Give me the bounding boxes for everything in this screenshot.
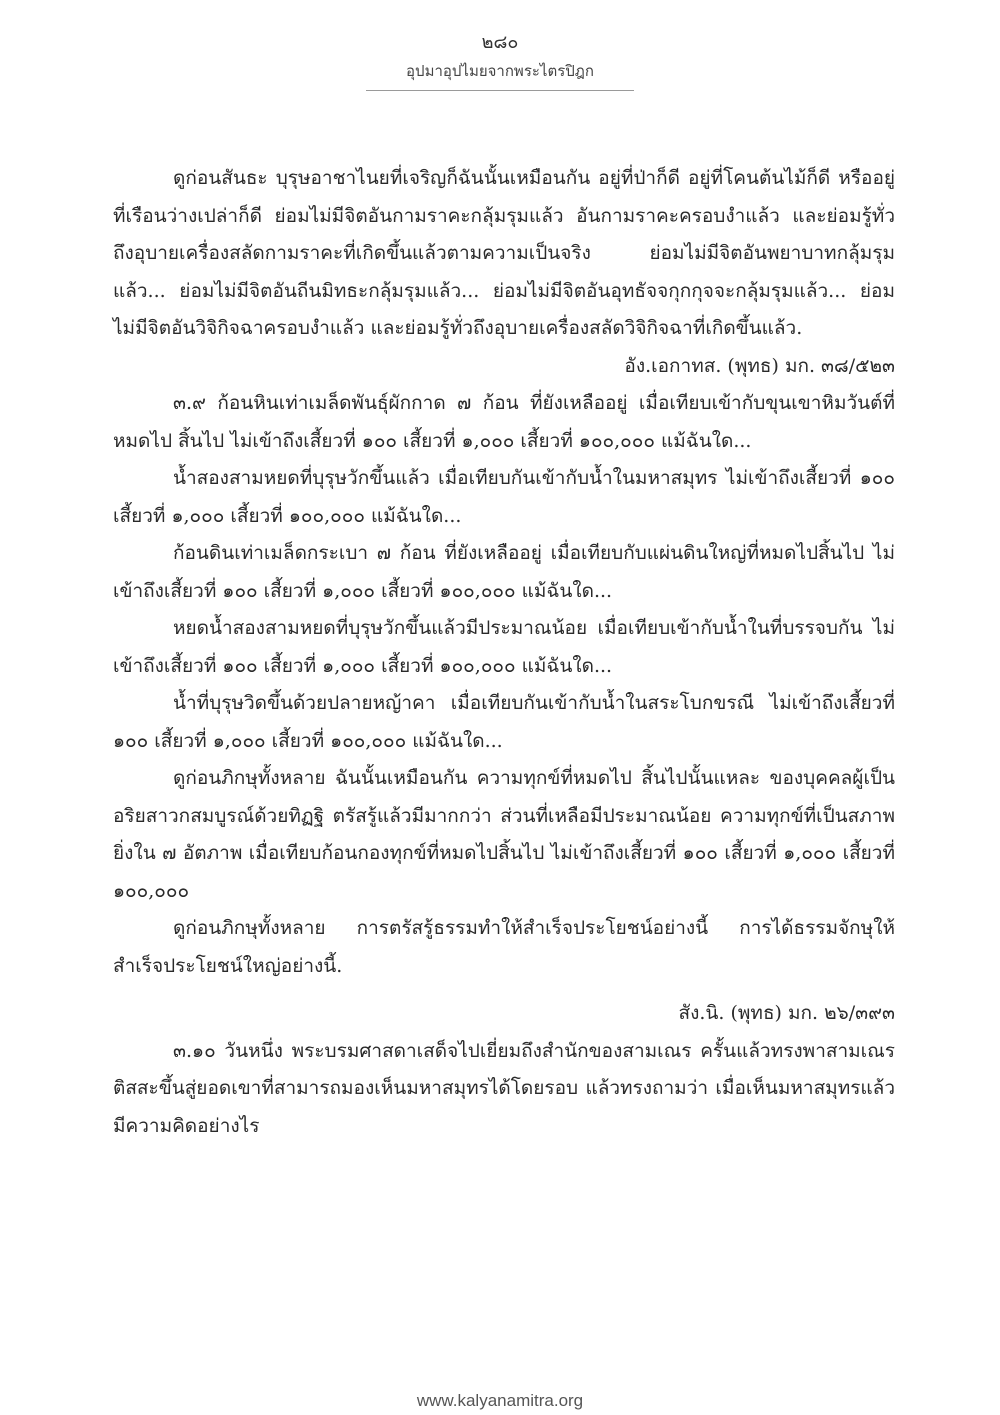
book-title: อุปมาอุปไมยจากพระไตรปิฎก — [406, 62, 594, 80]
reference-samyutta: สัง.นิ. (พุทธ) มก. ๒๖/๓๙๓ — [678, 1002, 895, 1024]
paragraph-suffering-comparison: ดูก่อนภิกษุทั้งหลาย ฉันนั้นเหมือนกัน ความทุกข์ที่หมดไป สิ้นไปนั้นแหละ ของบุคคลผู้เป็นอริยสาวกสมบูรณ์ด้วยทิฏฐิ ตรัสรู้แล้วมีมากกว่า ส่วนที่เหลือมีประมาณน้อย ความทุกข์ที่เป็นสภาพยิ่งใน ๗ อัตภาพ เมื่อเทียบก้อนกองทุกข์ที่หมดไปสิ้นไป ไม่เข้าถึงเสี้ยวที่ ๑๐๐ เสี้ยวที่ ๑,๐๐๐ เสี้ยวที่ ๑๐๐,๐๐๐ — [113, 767, 895, 902]
page-number: ๒๘๐ — [481, 32, 519, 53]
page-body — [113, 160, 895, 1145]
page-header — [0, 30, 1000, 91]
footer-website: www.kalyanamitra.org — [416, 1391, 584, 1410]
paragraph-water-drops: น้ำสองสามหยดที่บุรุษวักขึ้นแล้ว เมื่อเทียบกันเข้ากับน้ำในมหาสมุทร ไม่เข้าถึงเสี้ยวที่ ๑๐๐ เสี้ยวที่ ๑,๐๐๐ เสี้ยวที่ ๑๐๐,๐๐๐ แม้ฉันใด... — [113, 467, 895, 527]
paragraph-dhamma-eye: ดูก่อนภิกษุทั้งหลาย การตรัสรู้ธรรมทำให้สำเร็จประโยชน์อย่างนี้ การได้ธรรมจักษุให้สำเร็จประโยชน์ใหญ่อย่างนี้. — [113, 917, 895, 977]
paragraph-santha: ดูก่อนสันธะ บุรุษอาชาไนยที่เจริญก็ฉันนั้นเหมือนกัน อยู่ที่ป่าก็ดี อยู่ที่โคนต้นไม้ก็ดี หรืออยู่ที่เรือนว่างเปล่าก็ดี ย่อมไม่มีจิตอันกามราคะกลุ้มรุมแล้ว อันกามราคะครอบงำแล้ว และย่อมรู้ทั่วถึงอุบายเครื่องสลัดกามราคะที่เกิดขึ้นแล้วตามความเป็นจริง ย่อมไม่มีจิตอันพยาบาทกลุ้มรุมแล้ว... ย่อมไม่มีจิตอันถีนมิทธะกลุ้มรุมแล้ว... ย่อมไม่มีจิตอันอุทธัจจกุกกุจจะกลุ้มรุมแล้ว... ย่อมไม่มีจิตอันวิจิกิจฉาครอบงำแล้ว และย่อมรู้ทั่วถึงอุบายเครื่องสลัดวิจิกิจฉาที่เกิดขึ้นแล้ว. — [113, 167, 895, 339]
paragraph-lotus-pond: น้ำที่บุรุษวิดขึ้นด้วยปลายหญ้าคา เมื่อเทียบกันเข้ากับน้ำในสระโบกขรณี ไม่เข้าถึงเสี้ยวที่ ๑๐๐ เสี้ยวที่ ๑,๐๐๐ เสี้ยวที่ ๑๐๐,๐๐๐ แม้ฉันใด... — [113, 692, 895, 752]
paragraph-confluence-water: หยดน้ำสองสามหยดที่บุรุษวักขึ้นแล้วมีประมาณน้อย เมื่อเทียบเข้ากับน้ำในที่บรรจบกัน ไม่เข้าถึงเสี้ยวที่ ๑๐๐ เสี้ยวที่ ๑,๐๐๐ เสี้ยวที่ ๑๐๐,๐๐๐ แม้ฉันใด... — [113, 617, 895, 677]
paragraph-soil-lumps: ก้อนดินเท่าเมล็ดกระเบา ๗ ก้อน ที่ยังเหลืออยู่ เมื่อเทียบกับแผ่นดินใหญ่ที่หมดไปสิ้นไป ไม่เข้าถึงเสี้ยวที่ ๑๐๐ เสี้ยวที่ ๑,๐๐๐ เสี้ยวที่ ๑๐๐,๐๐๐ แม้ฉันใด... — [113, 542, 895, 602]
header-divider — [366, 90, 634, 91]
paragraph-3-9: ๓.๙ ก้อนหินเท่าเมล็ดพันธุ์ผักกาด ๗ ก้อน ที่ยังเหลืออยู่ เมื่อเทียบเข้ากับขุนเขาหิมวันต์ที่หมดไป สิ้นไป ไม่เข้าถึงเสี้ยวที่ ๑๐๐ เสี้ยวที่ ๑,๐๐๐ เสี้ยวที่ ๑๐๐,๐๐๐ แม้ฉันใด... — [113, 392, 895, 452]
paragraph-3-10: ๓.๑๐ วันหนึ่ง พระบรมศาสดาเสด็จไปเยี่ยมถึงสำนักของสามเณร ครั้นแล้วทรงพาสามเณรติสสะขึ้นสู่ยอดเขาที่สามารถมองเห็นมหาสมุทรได้โดยรอบ แล้วทรงถามว่า เมื่อเห็นมหาสมุทรแล้วมีความคิดอย่างไร — [113, 1039, 895, 1137]
reference-angkuttara: อัง.เอกาทส. (พุทธ) มก. ๓๘/๕๒๓ — [624, 354, 895, 377]
